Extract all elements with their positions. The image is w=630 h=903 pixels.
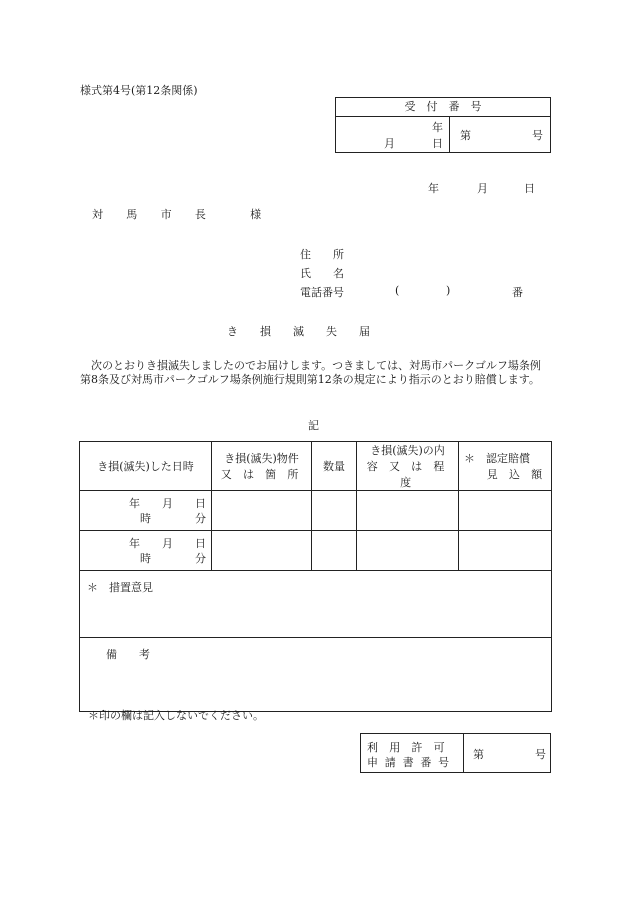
remarks-row — [80, 638, 552, 712]
measures-cell[interactable] — [80, 571, 552, 638]
header-comp-line1: ＊ 認定賠償 — [464, 452, 530, 465]
header-object — [212, 442, 312, 491]
permit-box — [360, 733, 551, 773]
name-label: 氏 名 — [300, 267, 344, 280]
permit-label-line1: 利 用 許 可 — [367, 741, 449, 754]
body-text: 次のとおりき損滅失しましたのでお届けします。つきましては、対馬市パークゴルフ場条例第8条及び対馬市パークゴルフ場条例施行規則第12条の規定により指示のとおり賠償します。 — [80, 359, 541, 386]
row2-quantity-cell[interactable] — [312, 531, 357, 571]
receipt-dai: 第 — [460, 129, 471, 142]
phone-ban: 番 — [512, 286, 523, 299]
receipt-title: 受 付 番 号 — [336, 98, 550, 117]
row2-hm: 時 分 — [140, 551, 206, 565]
header-datetime: き損(滅失)した日時 — [80, 442, 212, 491]
address-label: 住 所 — [300, 248, 344, 261]
table-row — [80, 531, 552, 571]
header-content-line2: 容 又 は 程 度 — [366, 460, 449, 489]
phone-label: 電話番号 — [300, 286, 344, 299]
row2-compensation-cell[interactable] — [459, 531, 552, 571]
ki-label: 記 — [308, 419, 319, 432]
addressee: 対 馬 市 長 様 — [92, 208, 271, 221]
row1-compensation-cell[interactable] — [459, 491, 552, 531]
receipt-divider — [449, 117, 450, 152]
receipt-go: 号 — [532, 129, 543, 142]
remarks-cell[interactable] — [80, 638, 552, 712]
row2-datetime — [80, 531, 212, 571]
row1-datetime — [80, 491, 212, 531]
table-row — [80, 491, 552, 531]
measures-label: ＊ 措置意見 — [87, 581, 153, 594]
permit-dai: 第 — [473, 748, 484, 761]
header-object-line1: き損(滅失)物件 — [224, 452, 299, 465]
header-comp-line2: 見 込 額 — [486, 468, 546, 481]
permit-label-line2: 申 請 書 番 号 — [367, 756, 451, 769]
header-content-line1: き損(滅失)の内 — [370, 444, 445, 457]
row1-hm: 時 分 — [140, 511, 206, 525]
permit-divider — [463, 734, 464, 772]
damage-table — [79, 441, 552, 712]
form-number: 様式第4号(第12条関係) — [80, 84, 198, 97]
row1-ymd: 年 月 日 — [129, 496, 206, 510]
row1-quantity-cell[interactable] — [312, 491, 357, 531]
receipt-month: 月 — [384, 137, 395, 150]
header-object-line2: 又 は 箇 所 — [220, 468, 303, 481]
phone-close-paren: ) — [446, 284, 451, 297]
date-year: 年 — [428, 182, 439, 195]
table-header-row — [80, 442, 552, 491]
document-title: き 損 滅 失 届 — [227, 325, 370, 338]
phone-open-paren: ( — [395, 284, 400, 297]
date-month: 月 — [477, 182, 488, 195]
row1-content-cell[interactable] — [357, 491, 459, 531]
header-quantity: 数量 — [312, 442, 357, 491]
measures-row — [80, 571, 552, 638]
row2-ymd: 年 月 日 — [129, 536, 206, 550]
note-text: ＊印の欄は記入しないでください。 — [88, 709, 264, 722]
receipt-box — [335, 97, 551, 153]
row2-content-cell[interactable] — [357, 531, 459, 571]
header-compensation — [459, 442, 552, 491]
remarks-label: 備 考 — [106, 648, 150, 661]
date-day: 日 — [524, 182, 535, 195]
receipt-day: 日 — [432, 137, 443, 150]
receipt-year: 年 — [432, 121, 443, 134]
row1-object-cell[interactable] — [212, 491, 312, 531]
row2-object-cell[interactable] — [212, 531, 312, 571]
permit-go: 号 — [535, 748, 546, 761]
header-content — [357, 442, 459, 491]
